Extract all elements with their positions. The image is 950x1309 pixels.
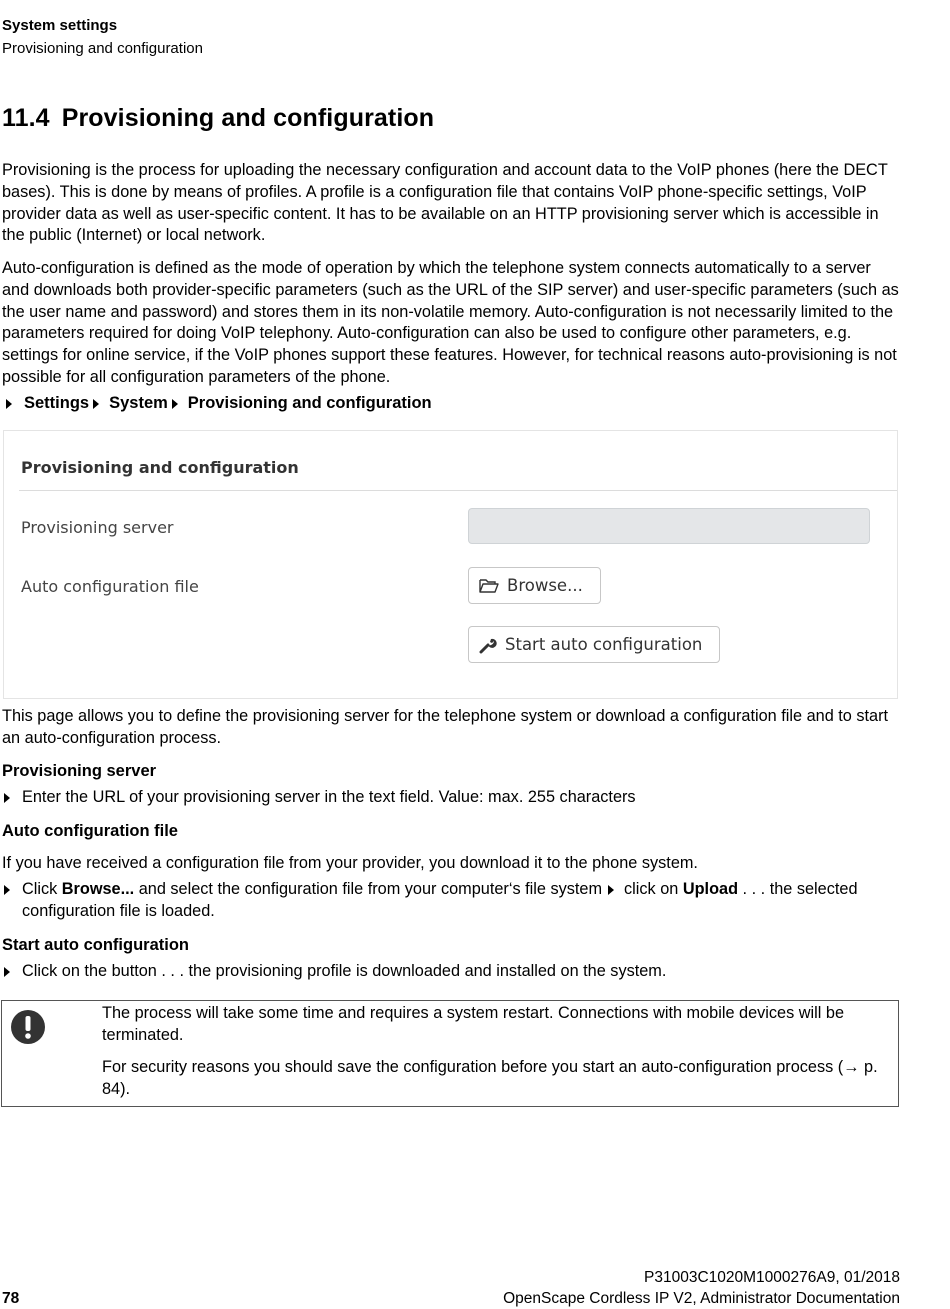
running-header-section: Provisioning and configuration — [2, 40, 203, 57]
triangle-right-icon — [608, 885, 614, 895]
panel-divider — [19, 490, 897, 491]
footer-document-title: OpenScape Cordless IP V2, Administrator Documentation — [503, 1290, 900, 1307]
note-text-1: The process will take some time and requires a system restart. Connections with mobile devices will be terminated. — [102, 1004, 845, 1044]
provisioning-server-label: Provisioning server — [21, 518, 174, 537]
provisioning-server-input[interactable] — [468, 508, 870, 544]
start-auto-configuration-button[interactable] — [468, 626, 720, 663]
text-run: p. 84). — [102, 1058, 878, 1098]
text-run: . . . the selected configuration file is loaded. — [22, 880, 858, 920]
instruction-text: Click on the button . . . the provisioning profile is downloaded and installed on the system. — [22, 962, 667, 980]
text-run-bold: Browse... — [61, 880, 135, 898]
triangle-right-icon — [93, 399, 99, 409]
browse-button-label: Browse... — [507, 576, 583, 595]
text-run: Click — [22, 880, 62, 898]
text-run: click on — [624, 880, 683, 898]
triangle-right-icon — [4, 793, 10, 803]
triangle-right-icon — [4, 967, 10, 977]
subheading-provisioning-server: Provisioning server — [2, 762, 157, 780]
instruction-browse-upload — [2, 879, 902, 923]
warning-note-box — [1, 1000, 899, 1107]
subheading-start-auto-configuration: Start auto configuration — [2, 936, 189, 954]
panel-title: Provisioning and configuration — [21, 458, 299, 477]
page-description: This page allows you to define the provisioning server for the telephone system or download a configuration file and to start an auto-configuration process. — [2, 707, 889, 747]
text-run: For security reasons you should save the configuration before you start an auto-configuration process ( — [102, 1058, 844, 1076]
start-auto-configuration-label: Start auto configuration — [505, 635, 703, 654]
text-run-bold: Upload — [682, 880, 739, 898]
subheading-auto-configuration-file: Auto configuration file — [2, 822, 178, 840]
auto-configuration-description: If you have received a configuration file from your provider, you download it to the phone system. — [2, 854, 698, 872]
menu-path-item: Provisioning and configuration — [187, 394, 432, 412]
instruction-text — [22, 879, 902, 923]
menu-path-item: System — [109, 394, 168, 412]
footer-document-code: P31003C1020M1000276A9, 01/2018 — [644, 1269, 900, 1286]
page-number: 78 — [2, 1290, 20, 1307]
instruction-text: Enter the URL of your provisioning server in the text field. Value: max. 255 characters — [22, 788, 636, 806]
section-heading — [2, 104, 434, 133]
wrench-icon — [479, 636, 497, 654]
section-number: 11.4 — [2, 104, 50, 132]
menu-path — [2, 394, 432, 413]
section-title: Provisioning and configuration — [61, 104, 435, 132]
triangle-right-icon — [172, 399, 178, 409]
arrow-right-icon: → — [843, 1058, 860, 1076]
triangle-right-icon — [6, 399, 12, 409]
triangle-right-icon — [4, 885, 10, 895]
note-text-2 — [102, 1057, 892, 1101]
auto-configuration-file-label: Auto configuration file — [21, 577, 199, 596]
folder-open-icon — [479, 578, 499, 594]
intro-paragraph-2: Auto-configuration is defined as the mode of operation by which the telephone system connects automatically to a server and downloads both provider-specific parameters (such as the URL of the SIP server) and user-specific parameters (such as the user name and password) and stores them in its non-volatile memory. Auto-configuration is not necessarily limited to the parameters required for doing VoIP telephony. Auto-configuration can also be used to configure other parameters, e.g. settings for online service, if the VoIP phones support these features. However, for technical reasons auto-provisioning is not possible for all configuration parameters of the phone. — [2, 259, 899, 386]
instruction-provisioning-server — [2, 787, 902, 809]
instruction-start-auto-configuration — [2, 961, 902, 983]
menu-path-item: Settings — [24, 394, 90, 412]
text-run: and select the configuration file from your computer‘s file system — [134, 880, 603, 898]
exclamation-icon — [10, 1009, 46, 1045]
settings-panel-screenshot — [3, 430, 898, 699]
intro-paragraph-1: Provisioning is the process for uploading the necessary configuration and account data to the VoIP phones (here the DECT bases). This is done by means of profiles. A profile is a configuration file that contains VoIP phone-specific settings, VoIP provider data as well as user-specific content. It has to be available on an HTTP provisioning server which is accessible in the public (Internet) or local network. — [2, 161, 888, 245]
running-header-chapter: System settings — [2, 17, 118, 34]
browse-button[interactable] — [468, 567, 601, 604]
